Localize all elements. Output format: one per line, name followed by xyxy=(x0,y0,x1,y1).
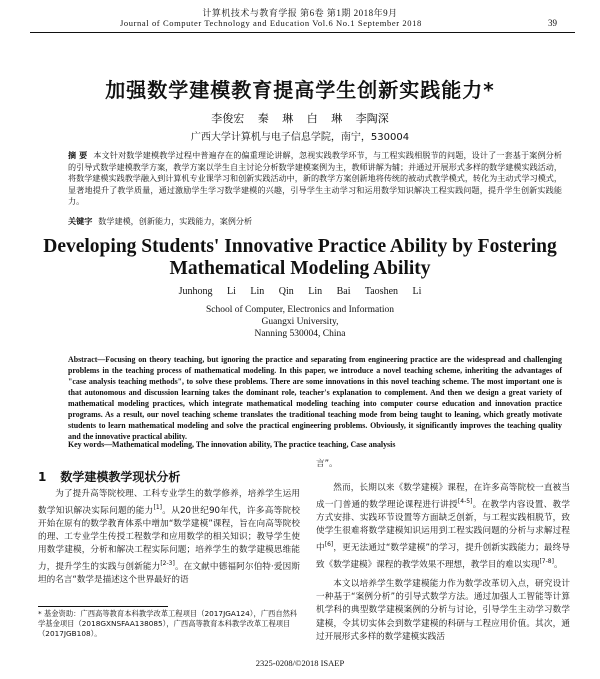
abstract-cn xyxy=(68,150,562,208)
page-footer: 2325-0208/©2018 ISAEP xyxy=(255,658,345,668)
right-column xyxy=(316,458,570,644)
keywords-en: Key words—Mathematical modeling, The innovation ability, The practice teaching, Case analysis xyxy=(68,440,396,449)
paper-title-en-line1: Developing Students' Innovative Practice Ability by Fostering xyxy=(43,236,557,257)
paragraph xyxy=(316,482,570,572)
citation: [6] xyxy=(324,541,334,549)
keywords-cn-label: 关键字 xyxy=(68,216,93,226)
abstract-en: Abstract—Focusing on theory teaching, but ignoring the practice and separating from engineering practice are the widespread and challenging problems in the teaching process of mathematical modeling. In this paper, we introduce a novel teaching scheme, inheriting the advantages of "case analysis teaching methods", to solve these problems. There are some innovations in this novel teaching scheme. The most important one is that autonomous and discussion learning takes the dominant role, teacher's explanation to complement. And then we design a great variety of mathematical modeling practices, which integrate mathematical modeling teaching into computer course education and innovation practice programs. As a result, our novel teaching scheme translates the traditional teaching mode from being taught to leaning, which greatly motivate students to learn mathematical modeling and solve the practical engineering problems. Obviously, it significantly improves the teaching quality and the innovative practical ability. xyxy=(68,355,562,441)
paper-title-en-line2: Mathematical Modeling Ability xyxy=(169,258,431,279)
text-run: 。在教学内容设置、教学方式安排、实践环节设置等方面缺乏创新，与工程实践相脱节，致使学生很难将数学建模知识运用到工程实践问题的分析与求解过程中 xyxy=(316,500,570,554)
affiliation-en-line3: Nanning 530004, China xyxy=(254,329,346,339)
citation: [7-8] xyxy=(539,558,554,566)
affiliation-cn: 广西大学计算机与电子信息学院，南宁，530004 xyxy=(190,132,410,143)
abstract-cn-text: 本文针对数学建模教学过程中普遍存在的偏重理论讲解，忽视实践教学环节，与工程实践相脱节的问题，设计了一套基于案例分析的引导式数学建模教学方案，教学方案以学生自主讨论分析数学建模案例为主，教师讲解为辅；并通过开展形式多样的数学建模实践活动，将数学建模实践教学融入到计算机专业课学习和创新实践活动中，新的教学方案创新地将传统的被动式教学模式，转化为主动式学习模式，显著地提升了教学质量，通过激励学生学习数学建模的兴趣，引导学生主动学习和运用数学知识解决工程实践问题，提升学生创新实践能力。 xyxy=(68,150,562,206)
authors-cn: 李俊宏 秦 琳 白 琳 李陶深 xyxy=(211,112,389,125)
section-number: 1 xyxy=(38,470,47,484)
citation: [2-3] xyxy=(160,560,175,568)
text-run: 为了提升高等院校理、工科专业学生的数学修养，培养学生运用数学知识解决实际问题的能力 xyxy=(38,489,300,516)
citation: [1] xyxy=(153,504,163,512)
journal-header-cn: 计算机技术与教育学报 第6卷 第1期 2018年9月 xyxy=(202,8,398,18)
affiliation-en xyxy=(0,304,600,340)
text-run: 。从20世纪90年代，许多高等院校开始在原有的数学教育体系中增加“数学建模”课程，旨在向高等院校的理、工专业学生传授工程数学和应用数学的相关知识；教导学生使用数学建模，分析和解决工程实际问题；培养学生的数学建模思维能力，提升学生的实践与创新能力 xyxy=(38,505,300,573)
paper-title-cn: 加强数学建模教育提高学生创新实践能力* xyxy=(105,78,495,102)
abstract-cn-label: 摘 要 xyxy=(68,150,88,160)
paper-title-en xyxy=(0,236,600,280)
paragraph xyxy=(38,488,300,587)
text-run: 然而，长期以来《数学建模》课程，在许多高等院校一直被当成一门普通的数学理论课程进行讲授 xyxy=(316,483,570,511)
text-run: 。 xyxy=(553,560,563,571)
left-column xyxy=(38,488,300,587)
page-number: 39 xyxy=(548,18,557,28)
text-run: 。在文献中德福阿尔伯特·爱因斯坦的名言“数学是描述这个世界最好的语 xyxy=(38,562,300,586)
section-title: 数学建模教学现状分析 xyxy=(60,470,181,484)
affiliation-en-line2: Guangxi University, xyxy=(261,317,339,327)
footnote-divider xyxy=(38,606,168,607)
citation: [4-5] xyxy=(457,498,473,506)
paragraph: 本文以培养学生数学建模能力作为数学改革切入点，研究设计一种基于“案例分析”的引导式数学方法。通过加强人工智能等计算机学科的典型数学建模案例的分析与讨论，引导学生主动学习数学建模，令其切实体会到数学建模的科研与工程应用价值。其次，通过开展形式多样的数学建模实践活 xyxy=(316,579,570,642)
affiliation-en-line1: School of Computer, Electronics and Information xyxy=(206,305,394,315)
text-run: ，更无法通过“数学建模”的学习，提升创新实践能力；最终导致《数学建模》课程的教学效果不理想，教学目的难以实现 xyxy=(316,543,570,571)
keywords-cn-text: 数学建模，创新能力，实践能力，案例分析 xyxy=(98,216,253,226)
header-divider xyxy=(30,32,575,33)
keywords-cn xyxy=(68,216,562,227)
journal-header-en: Journal of Computer Technology and Education Vol.6 No.1 September 2018 xyxy=(120,18,422,28)
section-heading xyxy=(38,468,180,485)
footnote: * 基金资助：广西高等教育本科教学改革工程项目（2017JGA124），广西自然科学基金项目（2018GXNSFAA138085），广西高等教育本科教学改革工程项目（2017JGB108）。 xyxy=(38,609,298,638)
paragraph-continuation: 言”。 xyxy=(316,459,338,469)
authors-en: Junhong Li Lin Qin Lin Bai Taoshen Li xyxy=(178,286,422,297)
